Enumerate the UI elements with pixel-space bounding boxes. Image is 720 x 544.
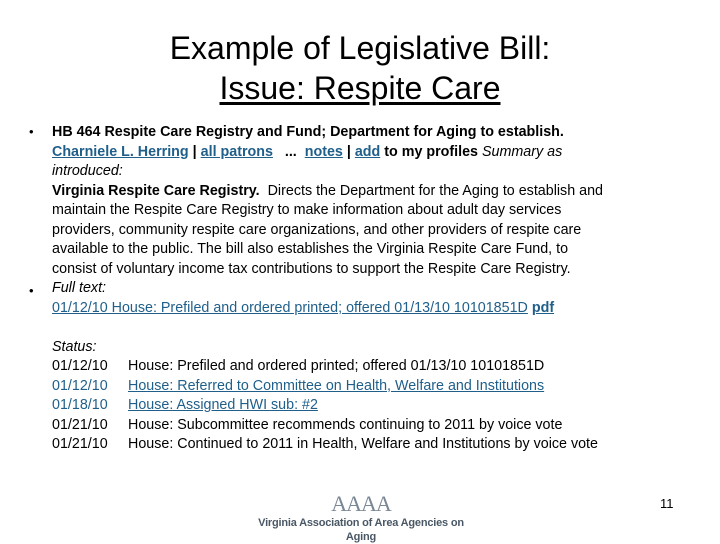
status-row xyxy=(52,435,682,455)
patron-link[interactable]: Charniele L. Herring xyxy=(52,143,189,160)
status-row[interactable] xyxy=(52,396,682,416)
status-date: 01/21/10 xyxy=(52,416,108,433)
bullet-1: • xyxy=(29,124,34,139)
status-row xyxy=(52,416,682,436)
status-date: 01/12/10 xyxy=(52,358,108,374)
status-text: House: Referred to Committee on Health, Welfare and Institutions xyxy=(128,377,545,394)
bullet-2: • xyxy=(29,283,34,298)
status-text: House: Subcommittee recommends continuing to 2011 by voice vote xyxy=(128,416,563,433)
full-text-label: Full text: xyxy=(52,280,107,296)
slide-title xyxy=(60,28,660,108)
aaaa-logo xyxy=(246,491,476,543)
status-text: House: Assigned HWI sub: #2 xyxy=(128,397,318,413)
summary-label: Summary as xyxy=(482,143,563,160)
status-row[interactable] xyxy=(52,377,682,397)
add-link[interactable]: add xyxy=(354,143,381,160)
summary-line: maintain the Respite Care Registry to make information about adult day services xyxy=(52,202,562,218)
ellipsis: ... xyxy=(284,143,297,160)
logo-mark: AAAA xyxy=(331,491,391,516)
introduced-label: introduced: xyxy=(52,163,123,179)
status-date: 01/18/10 xyxy=(52,397,108,413)
bill-heading: HB 464 Respite Care Registry and Fund; Department for Aging to establish. xyxy=(52,124,564,140)
status-row xyxy=(52,357,682,377)
summary-line: Directs the Department for the Aging to establish and xyxy=(267,182,603,199)
summary-line: consist of voluntary income tax contributions to support the Respite Care Registry. xyxy=(52,260,571,277)
bill-content xyxy=(52,123,682,455)
separator: | xyxy=(346,143,351,160)
status-text: House: Continued to 2011 in Health, Welfare and Institutions by voice vote xyxy=(128,436,598,452)
separator: | xyxy=(192,143,197,160)
title-line-1: Example of Legislative Bill: xyxy=(169,30,551,66)
status-text: House: Prefiled and ordered printed; offered 01/13/10 10101851D xyxy=(128,358,545,374)
summary-line: available to the public. The bill also establishes the Virginia Respite Care Fund, to xyxy=(52,241,569,257)
title-line-2: Issue: Respite Care xyxy=(219,70,501,106)
notes-link[interactable]: notes xyxy=(304,143,343,160)
full-text-link[interactable]: 01/12/10 House: Prefiled and ordered printed; offered 01/13/10 10101851D xyxy=(52,299,528,316)
summary-line: providers, community respite care organizations, and other providers of respite care xyxy=(52,221,582,238)
status-date: 01/12/10 xyxy=(52,377,108,394)
to-profiles-text: to my profiles xyxy=(384,143,479,160)
page-number: 11 xyxy=(660,496,674,511)
status-date: 01/21/10 xyxy=(52,436,108,452)
status-label: Status: xyxy=(52,338,97,355)
logo-org-name: Virginia Association of Area Agencies on Aging xyxy=(258,517,464,543)
status-list xyxy=(52,357,682,455)
summary-title: Virginia Respite Care Registry. xyxy=(52,182,260,199)
pdf-link[interactable]: pdf xyxy=(531,299,555,316)
all-patrons-link[interactable]: all patrons xyxy=(200,143,273,160)
